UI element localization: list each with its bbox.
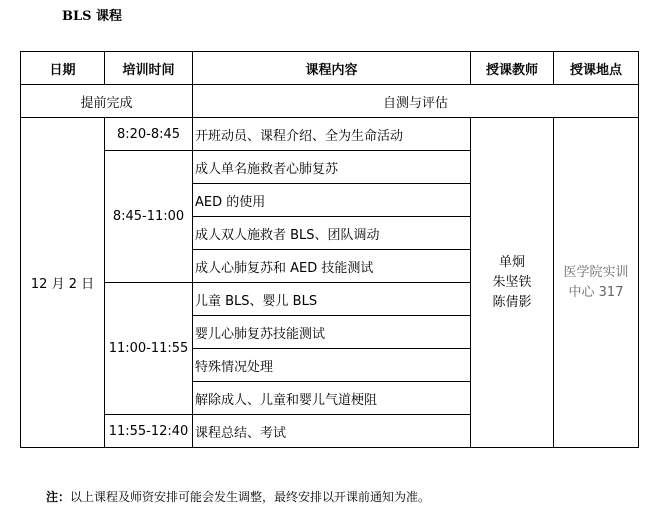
pre-row [21,85,639,118]
header-content: 课程内容 [193,52,471,85]
footnote [46,488,430,505]
content-cell: 成人双人施救者 BLS、团队调动 [193,217,471,250]
table-row [21,118,639,151]
teacher-name: 朱坚铁 [492,274,532,290]
time-cell: 11:55-12:40 [105,415,193,448]
location-cell [554,118,639,448]
content-cell: AED 的使用 [193,184,471,217]
date-cell: 12 月 2 日 [21,118,105,448]
content-cell: 成人心肺复苏和 AED 技能测试 [193,250,471,283]
header-location: 授课地点 [554,52,639,85]
content-cell: 解除成人、儿童和婴儿气道梗阻 [193,382,471,415]
course-schedule-table [20,51,639,448]
time-cell: 8:20-8:45 [105,118,193,151]
pre-label: 提前完成 [21,85,193,118]
content-cell: 儿童 BLS、婴儿 BLS [193,283,471,316]
content-cell: 开班动员、课程介绍、全为生命活动 [193,118,471,151]
page-title: BLS 课程 [62,9,123,24]
header-teacher: 授课教师 [471,52,554,85]
teacher-cell [471,118,554,448]
content-cell: 特殊情况处理 [193,349,471,382]
pre-content: 自测与评估 [193,85,639,118]
time-cell: 8:45-11:00 [105,151,193,283]
table-header-row [21,52,639,85]
content-cell: 课程总结、考试 [193,415,471,448]
time-cell: 11:00-11:55 [105,283,193,415]
header-date: 日期 [21,52,105,85]
teacher-name: 陈倩影 [492,294,532,310]
content-cell: 成人单名施救者心肺复苏 [193,151,471,184]
header-time: 培训时间 [105,52,193,85]
location-line: 医学院实训 [563,264,629,280]
teacher-name: 单炯 [498,254,525,270]
location-line: 中心 317 [568,284,624,300]
footnote-label: 注： [46,490,71,504]
footnote-text: 以上课程及师资安排可能会发生调整，最终安排以开课前通知为准。 [70,490,431,504]
content-cell: 婴儿心肺复苏技能测试 [193,316,471,349]
